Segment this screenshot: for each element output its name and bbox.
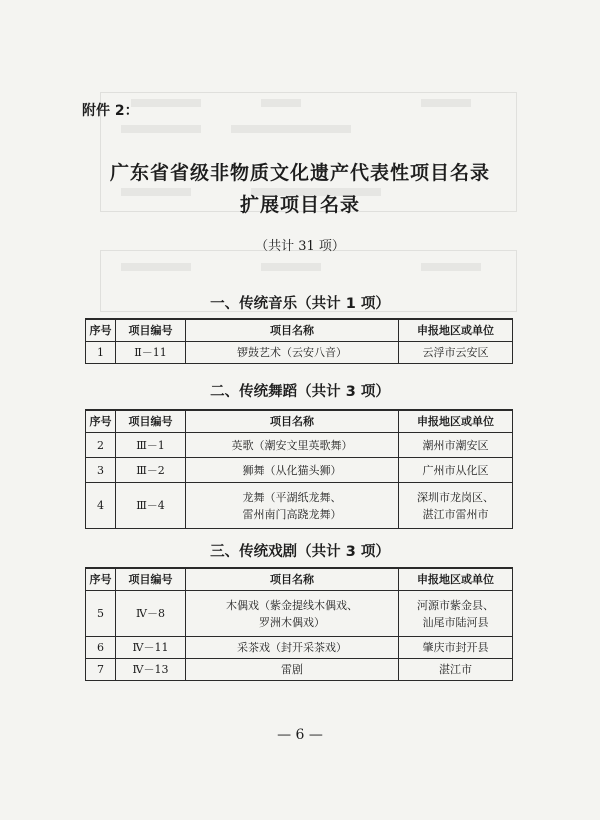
total-count: （共计 31 项）	[255, 239, 345, 254]
cell-region: 云浮市云安区	[399, 342, 513, 364]
header-region: 申报地区或单位	[399, 410, 513, 433]
header-seq: 序号	[86, 319, 116, 342]
cell-name: 雷剧	[186, 659, 399, 681]
cell-name: 采茶戏（封开采茶戏）	[186, 637, 399, 659]
section-heading-music: 一、传统音乐（共计 1 项）	[210, 296, 390, 312]
header-region: 申报地区或单位	[399, 319, 513, 342]
document-subtitle: 扩展项目名录	[239, 194, 360, 216]
table-row	[86, 433, 513, 458]
cell-code: Ⅳ－8	[116, 591, 186, 637]
cell-code: Ⅲ－4	[116, 483, 186, 529]
table-header-row	[86, 319, 513, 342]
section-heading-drama: 三、传统戏剧（共计 3 项）	[210, 544, 390, 560]
cell-name: 龙舞（平湖纸龙舞、 雷州南门高跷龙舞）	[186, 483, 399, 529]
header-code: 项目编号	[116, 568, 186, 591]
cell-code: Ⅲ－2	[116, 458, 186, 483]
table-traditional-drama	[85, 567, 513, 681]
table-row	[86, 342, 513, 364]
cell-seq: 1	[86, 342, 116, 364]
header-region: 申报地区或单位	[399, 568, 513, 591]
header-name: 项目名称	[186, 568, 399, 591]
cell-region: 深圳市龙岗区、 湛江市雷州市	[399, 483, 513, 529]
cell-code: Ⅳ－13	[116, 659, 186, 681]
cell-code: Ⅲ－1	[116, 433, 186, 458]
table-header-row	[86, 568, 513, 591]
cell-region: 肇庆市封开县	[399, 637, 513, 659]
cell-name: 锣鼓艺术（云安八音）	[186, 342, 399, 364]
header-name: 项目名称	[186, 410, 399, 433]
cell-name: 狮舞（从化猫头狮）	[186, 458, 399, 483]
table-row	[86, 458, 513, 483]
section-heading-dance: 二、传统舞蹈（共计 3 项）	[210, 384, 390, 400]
table-traditional-music	[85, 318, 513, 364]
cell-region: 广州市从化区	[399, 458, 513, 483]
cell-seq: 6	[86, 637, 116, 659]
table-row	[86, 483, 513, 529]
table-row	[86, 637, 513, 659]
attachment-label: 附件 2：	[82, 103, 139, 119]
cell-seq: 5	[86, 591, 116, 637]
cell-region: 河源市紫金县、 汕尾市陆河县	[399, 591, 513, 637]
header-code: 项目编号	[116, 410, 186, 433]
table-row	[86, 591, 513, 637]
cell-seq: 7	[86, 659, 116, 681]
cell-region: 潮州市潮安区	[399, 433, 513, 458]
table-traditional-dance	[85, 409, 513, 529]
cell-code: Ⅳ－11	[116, 637, 186, 659]
page-number: — 6 —	[277, 727, 323, 743]
document-title: 广东省省级非物质文化遗产代表性项目名录	[109, 162, 490, 184]
cell-region: 湛江市	[399, 659, 513, 681]
cell-seq: 4	[86, 483, 116, 529]
table-header-row	[86, 410, 513, 433]
header-name: 项目名称	[186, 319, 399, 342]
cell-code: Ⅱ－11	[116, 342, 186, 364]
header-seq: 序号	[86, 410, 116, 433]
table-row	[86, 659, 513, 681]
cell-seq: 2	[86, 433, 116, 458]
header-code: 项目编号	[116, 319, 186, 342]
header-seq: 序号	[86, 568, 116, 591]
cell-name: 英歌（潮安文里英歌舞）	[186, 433, 399, 458]
cell-seq: 3	[86, 458, 116, 483]
cell-name: 木偶戏（紫金提线木偶戏、 罗洲木偶戏）	[186, 591, 399, 637]
